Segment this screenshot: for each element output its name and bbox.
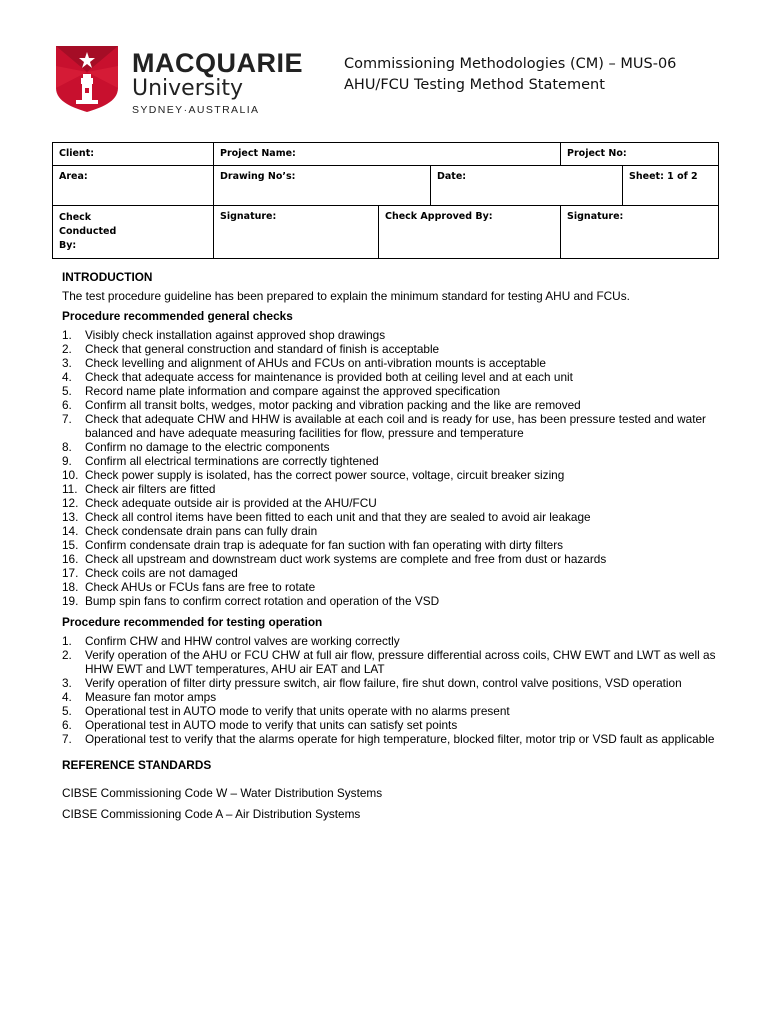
client-cell[interactable]: Client: xyxy=(53,143,214,166)
area-cell[interactable]: Area: xyxy=(53,166,214,206)
list-item-number: 7. xyxy=(62,412,72,426)
university-logo xyxy=(56,46,303,116)
logo-line-location: SYDNEY·AUSTRALIA xyxy=(132,104,260,116)
list-item-text: Bump spin fans to confirm correct rotation and operation of the VSD xyxy=(85,594,440,608)
list-item-text: Record name plate information and compare against the approved specification xyxy=(85,384,501,398)
list-item-number: 13. xyxy=(62,510,79,524)
testing-operation-list xyxy=(62,634,722,746)
list-item xyxy=(62,328,722,342)
list-item-number: 14. xyxy=(62,524,79,538)
sheet-cell: Sheet: 1 of 2 xyxy=(623,166,719,206)
list-item-number: 3. xyxy=(62,356,72,370)
list-item-text: Operational test in AUTO mode to verify that units operate with no alarms present xyxy=(85,704,510,718)
list-item-number: 6. xyxy=(62,718,72,732)
list-item-text: Visibly check installation against approved shop drawings xyxy=(85,328,386,342)
list-item-number: 4. xyxy=(62,370,72,384)
list-item-number: 19. xyxy=(62,594,79,608)
list-item-text: Check AHUs or FCUs fans are free to rotate xyxy=(85,580,316,594)
document-title xyxy=(344,54,676,96)
list-item xyxy=(62,676,722,690)
list-item-text: Check air filters are fitted xyxy=(85,482,216,496)
list-item-text: Check that adequate access for maintenance is provided both at ceiling level and at each unit xyxy=(85,370,573,384)
list-item xyxy=(62,384,722,398)
list-item-number: 7. xyxy=(62,732,72,746)
list-item xyxy=(62,454,722,468)
list-item-number: 4. xyxy=(62,690,72,704)
list-item xyxy=(62,356,722,370)
list-item-number: 15. xyxy=(62,538,79,552)
list-item xyxy=(62,398,722,412)
list-item-text: Confirm condensate drain trap is adequate for fan suction with fan operating with dirty filters xyxy=(85,538,564,552)
project-info-table xyxy=(52,142,719,259)
check-approved-by-cell[interactable]: Check Approved By: xyxy=(379,206,561,259)
reference-standard-item: CIBSE Commissioning Code A – Air Distribution Systems xyxy=(62,807,361,821)
list-item xyxy=(62,468,722,482)
list-item-text: Check condensate drain pans can fully drain xyxy=(85,524,318,538)
list-item-text: Check power supply is isolated, has the correct power source, voltage, circuit breaker sizing xyxy=(85,468,565,482)
list-item-number: 9. xyxy=(62,454,72,468)
list-item-number: 2. xyxy=(62,342,72,356)
check-conducted-line-1: Check xyxy=(59,212,92,223)
project-name-cell[interactable]: Project Name: xyxy=(214,143,561,166)
general-checks-heading: Procedure recommended general checks xyxy=(62,309,293,323)
list-item-text: Measure fan motor amps xyxy=(85,690,217,704)
list-item-number: 6. xyxy=(62,398,72,412)
list-item-text: Verify operation of the AHU or FCU CHW at full air flow, pressure differential across coils, CHW EWT and LWT as well as HHW EWT and LWT temperatures, AHU air EAT and LAT xyxy=(85,648,716,676)
list-item xyxy=(62,648,722,676)
list-item xyxy=(62,496,722,510)
list-item xyxy=(62,538,722,552)
date-cell[interactable]: Date: xyxy=(431,166,623,206)
logo-line-university: University xyxy=(132,76,243,101)
list-item-text: Operational test in AUTO mode to verify that units can satisfy set points xyxy=(85,718,458,732)
list-item-number: 16. xyxy=(62,552,79,566)
list-item-number: 12. xyxy=(62,496,79,510)
signature-cell-1[interactable]: Signature: xyxy=(214,206,379,259)
list-item-text: Verify operation of filter dirty pressure switch, air flow failure, fire shut down, control valve positions, VSD operation xyxy=(85,676,682,690)
list-item-number: 8. xyxy=(62,440,72,454)
logo-line-macquarie: MACQUARIE xyxy=(132,48,303,78)
list-item-text: Confirm no damage to the electric components xyxy=(85,440,330,454)
list-item-text: Check adequate outside air is provided at the AHU/FCU xyxy=(85,496,377,510)
list-item xyxy=(62,370,722,384)
list-item xyxy=(62,552,722,566)
list-item-number: 10. xyxy=(62,468,79,482)
project-no-cell[interactable]: Project No: xyxy=(561,143,719,166)
general-checks-list xyxy=(62,328,722,608)
list-item xyxy=(62,594,722,608)
list-item xyxy=(62,440,722,454)
logo-wordmark xyxy=(132,50,303,117)
list-item xyxy=(62,580,722,594)
list-item-number: 5. xyxy=(62,384,72,398)
list-item-text: Check all upstream and downstream duct work systems are complete and free from dust or hazards xyxy=(85,552,607,566)
introduction-text: The test procedure guideline has been prepared to explain the minimum standard for testing AHU and FCUs. xyxy=(62,289,630,303)
signature-cell-2[interactable]: Signature: xyxy=(561,206,719,259)
reference-standard-item: CIBSE Commissioning Code W – Water Distribution Systems xyxy=(62,786,383,800)
list-item xyxy=(62,704,722,718)
drawing-nos-cell[interactable]: Drawing No’s: xyxy=(214,166,431,206)
list-item xyxy=(62,524,722,538)
reference-standards-heading: REFERENCE STANDARDS xyxy=(62,758,212,772)
introduction-heading: INTRODUCTION xyxy=(62,270,153,284)
list-item xyxy=(62,510,722,524)
list-item-number: 3. xyxy=(62,676,72,690)
list-item xyxy=(62,718,722,732)
list-item xyxy=(62,482,722,496)
check-conducted-line-3: By: xyxy=(59,240,77,251)
list-item-number: 11. xyxy=(62,482,78,496)
list-item xyxy=(62,732,722,746)
list-item-text: Confirm all electrical terminations are correctly tightened xyxy=(85,454,379,468)
list-item-text: Check that adequate CHW and HHW is available at each coil and is ready for use, has been pressure tested and water balanced and have adequate measuring facilities for flow, pressure and temperature xyxy=(85,412,706,440)
list-item-text: Confirm CHW and HHW control valves are working correctly xyxy=(85,634,400,648)
check-conducted-line-2: Conducted xyxy=(59,226,117,237)
list-item xyxy=(62,566,722,580)
list-item-text: Confirm all transit bolts, wedges, motor packing and vibration packing and the like are removed xyxy=(85,398,581,412)
list-item-number: 17. xyxy=(62,566,79,580)
list-item-number: 5. xyxy=(62,704,72,718)
document-body xyxy=(62,270,722,827)
testing-operation-heading: Procedure recommended for testing operation xyxy=(62,615,323,629)
list-item-text: Check all control items have been fitted to each unit and that they are sealed to avoid air leakage xyxy=(85,510,591,524)
list-item-number: 1. xyxy=(62,328,72,342)
list-item-number: 2. xyxy=(62,648,72,662)
list-item xyxy=(62,342,722,356)
list-item-text: Operational test to verify that the alarms operate for high temperature, blocked filter, motor trip or VSD fault as applicable xyxy=(85,732,715,746)
title-line-2: AHU/FCU Testing Method Statement xyxy=(344,77,605,93)
list-item-number: 18. xyxy=(62,580,79,594)
list-item-text: Check coils are not damaged xyxy=(85,566,238,580)
title-line-1: Commissioning Methodologies (CM) – MUS-06 xyxy=(344,56,677,72)
check-conducted-by-cell[interactable] xyxy=(53,206,214,259)
list-item xyxy=(62,412,722,440)
list-item xyxy=(62,690,722,704)
list-item xyxy=(62,634,722,648)
list-item-text: Check levelling and alignment of AHUs and FCUs on anti-vibration mounts is acceptable xyxy=(85,356,546,370)
shield-crest-icon xyxy=(56,46,118,112)
list-item-number: 1. xyxy=(62,634,72,648)
list-item-text: Check that general construction and standard of finish is acceptable xyxy=(85,342,440,356)
